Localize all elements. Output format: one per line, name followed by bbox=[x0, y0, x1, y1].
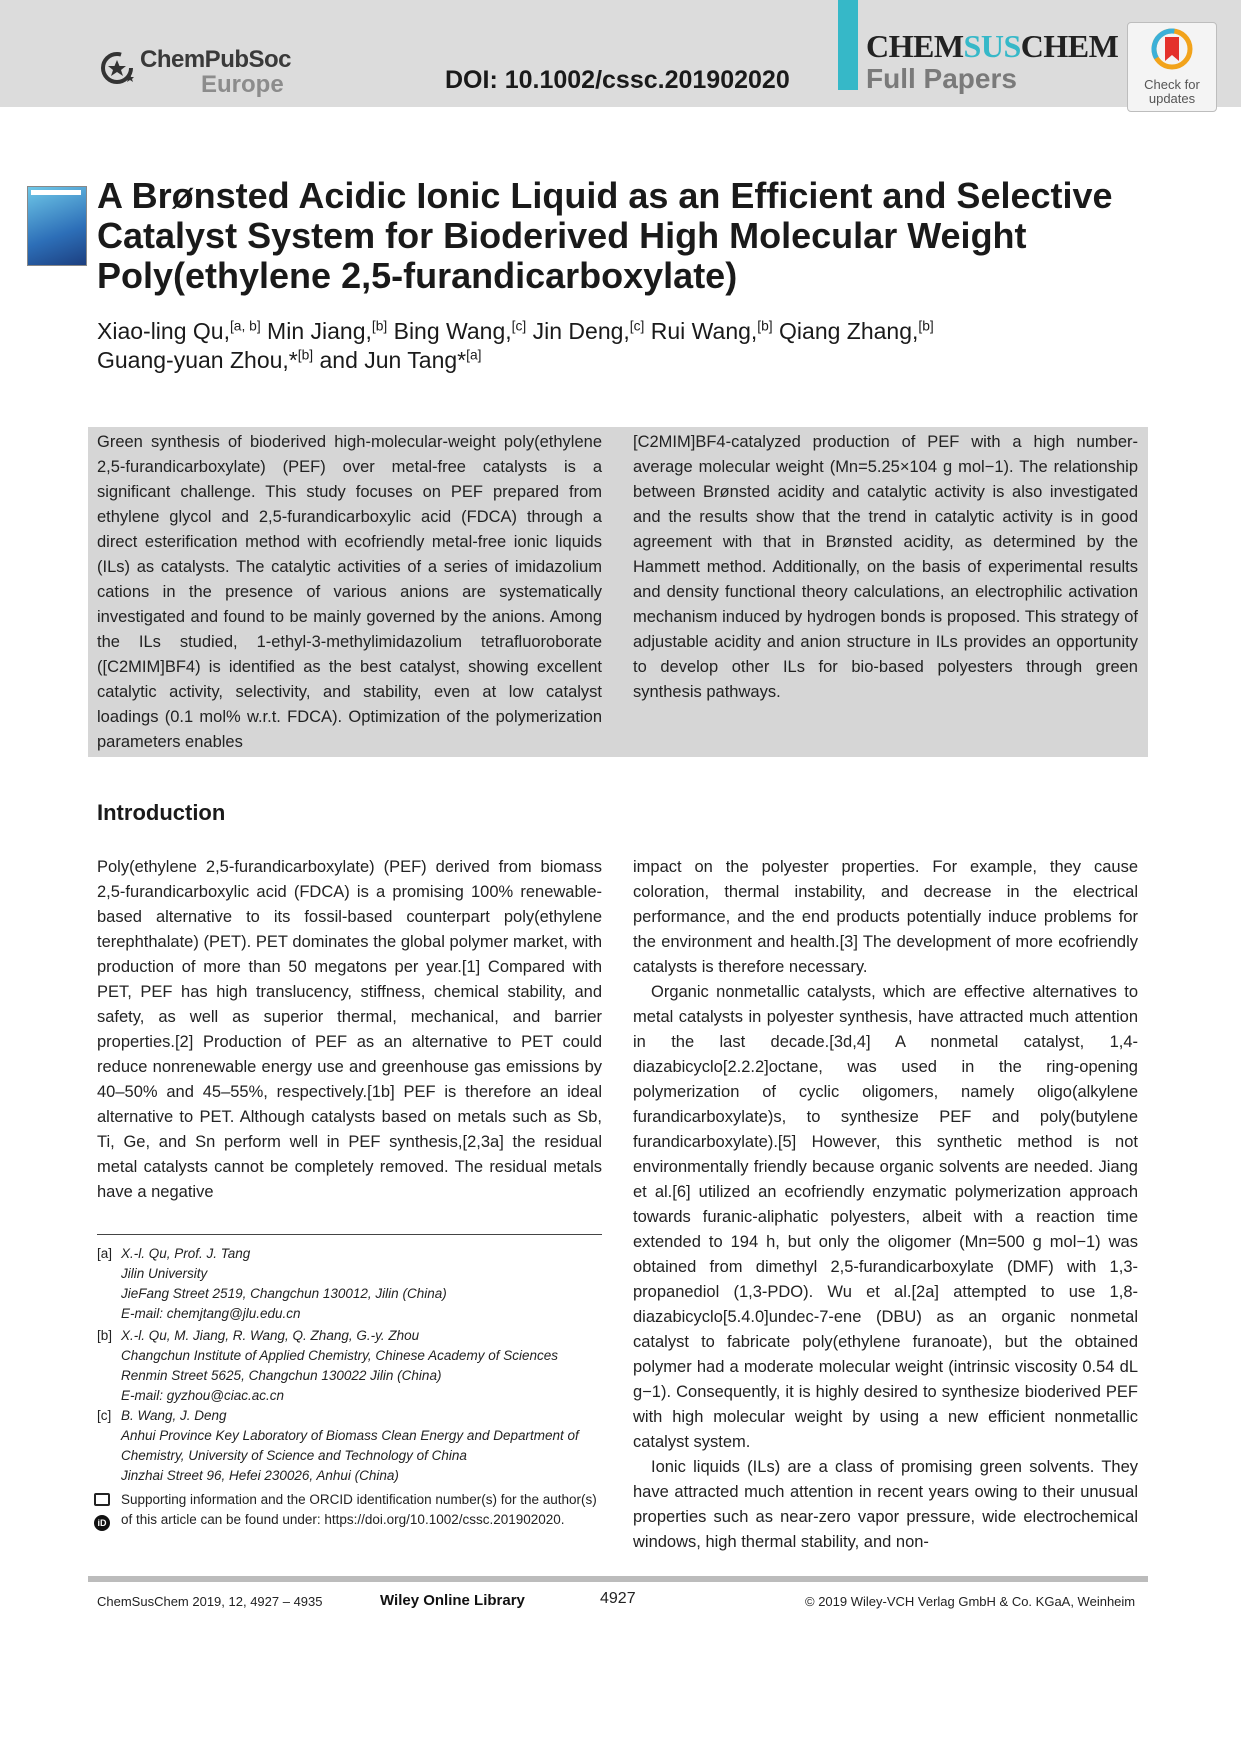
check-for-updates-label: Check for updates bbox=[1144, 77, 1200, 106]
article-section-label: Full Papers bbox=[866, 63, 1017, 94]
abstract-right-column: [C2MIM]BF4-catalyzed production of PEF with a high number-average molecular weight (Mn=5.25×104 g mol−1). The relationship between Brønsted acidity and catalytic activity is also investigated and the results show that the trend in catalytic activity is in good agreement with that in Brønsted acidity, as determined by the Hammett method. Additionally, on the basis of experimental results and density functional theory calculations, an electrophilic activation mechanism induced by hydrogen bonds is proposed. This strategy of adjustable acidity and anion structure in ILs provides an opportunity to develop other ILs for bio-based polyesters through green synthesis pathways. bbox=[633, 433, 1138, 701]
section-heading-introduction: Introduction bbox=[97, 800, 226, 825]
cover-masthead-strip bbox=[31, 190, 81, 195]
supporting-info-note[interactable]: Supporting information and the ORCID identification number(s) for the author(s) of this article can be found under: https://doi.org/10.1002/cssc.201902020. bbox=[121, 1492, 597, 1527]
copyright-notice: © 2019 Wiley-VCH Verlag GmbH & Co. KGaA, Weinheim bbox=[805, 1594, 1136, 1609]
orcid-icon: iD bbox=[94, 1515, 110, 1531]
abstract-left-column: Green synthesis of bioderived high-molecular-weight poly(ethylene 2,5-furandicarboxylate) (PEF) over metal-free catalysts is a significant challenge. This study focuses on PEF prepared from ethylene glycol and 2,5-furandicarboxylic acid (FDCA) through a direct esterification method with ecofriendly metal-free ionic liquids (ILs) as catalysts. The catalytic activities of a series of imidazolium cations in the presence of various anions are systematically investigated and found to be mainly governed by the anions. Among the ILs studied, 1-ethyl-3-methylimidazolium tetrafluoroborate ([C2MIM]BF4) is identified as the best catalyst, showing excellent catalytic activity, selectivity, and stability, even at low catalyst loadings (0.1 mol% w.r.t. FDCA). Optimization of the polymerization parameters enables bbox=[97, 433, 602, 751]
footer-citation: ChemSusChem 2019, 12, 4927 – 4935 bbox=[97, 1594, 323, 1609]
journal-cover-thumbnail[interactable] bbox=[27, 186, 87, 266]
wiley-online-library-link[interactable]: Wiley Online Library bbox=[380, 1592, 525, 1609]
paragraph: Organic nonmetallic catalysts, which are effective alternatives to metal catalysts in polyester synthesis, have attracted much attention in the last decade.[3d,4] A nonmetal catalyst, 1,4-diazabicyclo[2.2.2]octane, was used in the ring-opening polymerization of cyclic oligomers, namely oligo(alkylene furandicarboxylate)s, to synthesize PEF and poly(butylene furandicarboxylate).[5] However, this synthetic method is not environmentally friendly because organic solvents are needed. Jiang et al.[6] utilized an ecofriendly enzymatic polymerization approach towards furanic-aliphatic polyesters, albeit with a reaction time extended to 194 h, but only the oligomer (Mn=500 g mol−1) was obtained from dimethyl 2,5-furandicarboxylate (DMF) with 1,3-propanediol (1,3-PDO). Wu et al.[2a] attempted to use 1,8-diazabicyclo[5.4.0]undec-7-ene (DBU) as an organic nonmetal catalyst to fabricate poly(ethylene furanoate), but the obtained polymer had a moderate molecular weight (intrinsic viscosity 0.54 dL g−1). Consequently, it is highly desired to synthesize bioderived PEF with high molecular weight by using a new efficient nonmetallic catalyst system. bbox=[633, 983, 1138, 1451]
affiliation-a bbox=[97, 1244, 602, 1324]
affiliation-tag: [b] bbox=[97, 1328, 113, 1343]
journal-accent-bar bbox=[838, 0, 858, 90]
affiliation-tag: [a] bbox=[97, 1246, 113, 1261]
journal-name-sus: SUS bbox=[963, 28, 1021, 64]
paragraph: impact on the polyester properties. For example, they cause coloration, thermal instability, and decrease in the electrical performance, and the end products potentially induce problems for the environment and health.[3] The development of more ecofriendly catalysts is therefore necessary. bbox=[633, 858, 1138, 976]
author-list: Xiao-ling Qu,[a, b] Min Jiang,[b] Bing Wang,[c] Jin Deng,[c] Rui Wang,[b] Qiang Zhang,[b] Guang-yuan Zhou,*[b] and Jun Tang*[a] bbox=[97, 318, 934, 373]
paragraph: Ionic liquids (ILs) are a class of promising green solvents. They have attracted much attention in recent years owing to their unusual properties such as near-zero vapor pressure, wide electrochemical windows, high thermal stability, and non- bbox=[633, 1458, 1138, 1551]
article-title: A Brønsted Acidic Ionic Liquid as an Efficient and Selective Catalyst System for Bioderived High Molecular Weight Poly(ethylene 2,5-furandicarboxylate) bbox=[97, 175, 1113, 296]
publisher-name: ChemPubSoc bbox=[140, 46, 292, 73]
introduction-left-column: Poly(ethylene 2,5-furandicarboxylate) (PEF) derived from biomass 2,5-furandicarboxylic acid (FDCA) is a promising 100% renewable-based alternative to its fossil-based counterpart poly(ethylene terephthalate) (PET). PET dominates the global polymer market, with production of more than 50 megatons per year.[1] Compared with PET, PEF has high translucency, stiffness, chemical stability, and safety, as well as superior thermal, mechanical, and barrier properties.[2] Production of PEF as an alternative to PET could reduce nonrenewable energy use and greenhouse gas emissions by 40–50% and 45–55%, respectively.[1b] PEF is therefore an ideal alternative to PET. Although catalysts based on metals such as Sb, Ti, Ge, and Sn perform well in PEF synthesis,[2,3a] the residual metal catalysts cannot be completely removed. The residual metals have a negative bbox=[97, 858, 602, 1201]
affiliation-c bbox=[97, 1406, 602, 1486]
introduction-right-column bbox=[633, 855, 1138, 1555]
journal-name bbox=[866, 28, 1118, 65]
doi-label[interactable]: DOI: 10.1002/cssc.201902020 bbox=[445, 66, 790, 94]
publisher-region: Europe bbox=[201, 71, 284, 98]
check-for-updates-icon bbox=[1150, 27, 1194, 71]
footnote-divider bbox=[97, 1234, 602, 1235]
page-number: 4927 bbox=[600, 1590, 636, 1607]
affiliation-tag: [c] bbox=[97, 1408, 112, 1423]
journal-name-prefix: CHEM bbox=[866, 28, 964, 64]
journal-name-suffix: CHEM bbox=[1020, 28, 1119, 64]
chempubsoc-logo-icon bbox=[97, 46, 141, 90]
footer-divider bbox=[88, 1576, 1148, 1582]
affiliation-body: X.-l. Qu, Prof. J. Tang Jilin University JieFang Street 2519, Changchun 130012, Jilin (China) E-mail: chemjtang@jlu.edu.cn bbox=[121, 1246, 447, 1321]
affiliation-b bbox=[97, 1326, 602, 1406]
affiliation-body: X.-l. Qu, M. Jiang, R. Wang, Q. Zhang, G.-y. Zhou Changchun Institute of Applied Chemistry, Chinese Academy of Sciences Renmin Street 5625, Changchun 130022 Jilin (China) E-mail: gyzhou@ciac.ac.cn bbox=[121, 1328, 558, 1403]
affiliation-body: B. Wang, J. Deng Anhui Province Key Laboratory of Biomass Clean Energy and Department of Chemistry, University of Science and Technology of China Jinzhai Street 96, Hefei 230026, Anhui (China) bbox=[121, 1408, 579, 1483]
